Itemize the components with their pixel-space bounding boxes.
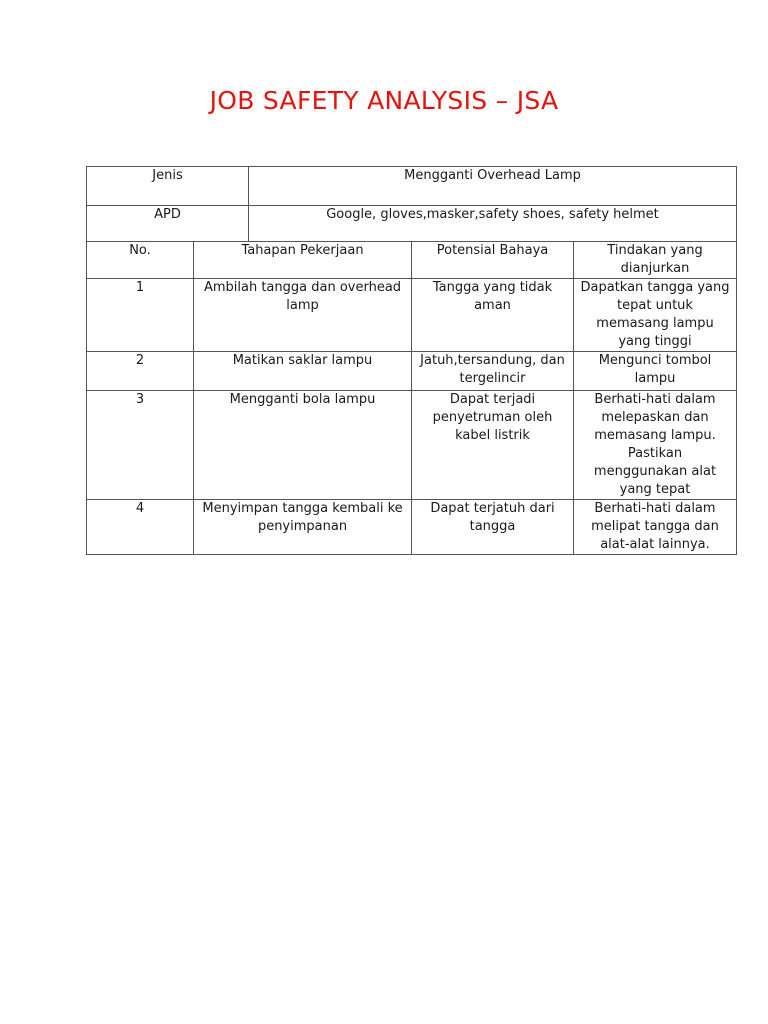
- step-action: Berhati-hati dalam melipat tangga dan alat-alat lainnya.: [574, 500, 737, 555]
- step-action: Dapatkan tangga yang tepat untuk memasang lampu yang tinggi: [574, 279, 737, 352]
- step-number: 2: [87, 352, 194, 391]
- step-hazard: Tangga yang tidak aman: [412, 279, 574, 352]
- column-header-no: No.: [87, 242, 194, 279]
- table-row: [87, 391, 737, 500]
- step-description: Ambilah tangga dan overhead lamp: [194, 279, 412, 352]
- step-number: 4: [87, 500, 194, 555]
- column-header-tindakan: Tindakan yang dianjurkan: [574, 242, 737, 279]
- apd-row: [87, 206, 737, 242]
- step-number: 3: [87, 391, 194, 500]
- step-hazard: Jatuh,tersandung, dan tergelincir: [412, 352, 574, 391]
- table-row: [87, 500, 737, 555]
- jenis-label: Jenis: [87, 167, 249, 206]
- step-action: Mengunci tombol lampu: [574, 352, 737, 391]
- jenis-value: Mengganti Overhead Lamp: [249, 167, 737, 206]
- page-title: JOB SAFETY ANALYSIS – JSA: [209, 86, 559, 115]
- table-row: [87, 279, 737, 352]
- job-info-table: [86, 166, 737, 242]
- table-header-row: [87, 242, 737, 279]
- step-description: Mengganti bola lampu: [194, 391, 412, 500]
- table-row: [87, 352, 737, 391]
- step-description: Matikan saklar lampu: [194, 352, 412, 391]
- apd-label: APD: [87, 206, 249, 242]
- step-action: Berhati-hati dalam melepaskan dan memasang lampu. Pastikan menggunakan alat yang tepat: [574, 391, 737, 500]
- step-description: Menyimpan tangga kembali ke penyimpanan: [194, 500, 412, 555]
- jenis-row: [87, 167, 737, 206]
- step-number: 1: [87, 279, 194, 352]
- hazard-analysis-table: [86, 241, 737, 555]
- column-header-bahaya: Potensial Bahaya: [412, 242, 574, 279]
- step-hazard: Dapat terjadi penyetruman oleh kabel listrik: [412, 391, 574, 500]
- apd-value: Google, gloves,masker,safety shoes, safety helmet: [249, 206, 737, 242]
- step-hazard: Dapat terjatuh dari tangga: [412, 500, 574, 555]
- column-header-tahapan: Tahapan Pekerjaan: [194, 242, 412, 279]
